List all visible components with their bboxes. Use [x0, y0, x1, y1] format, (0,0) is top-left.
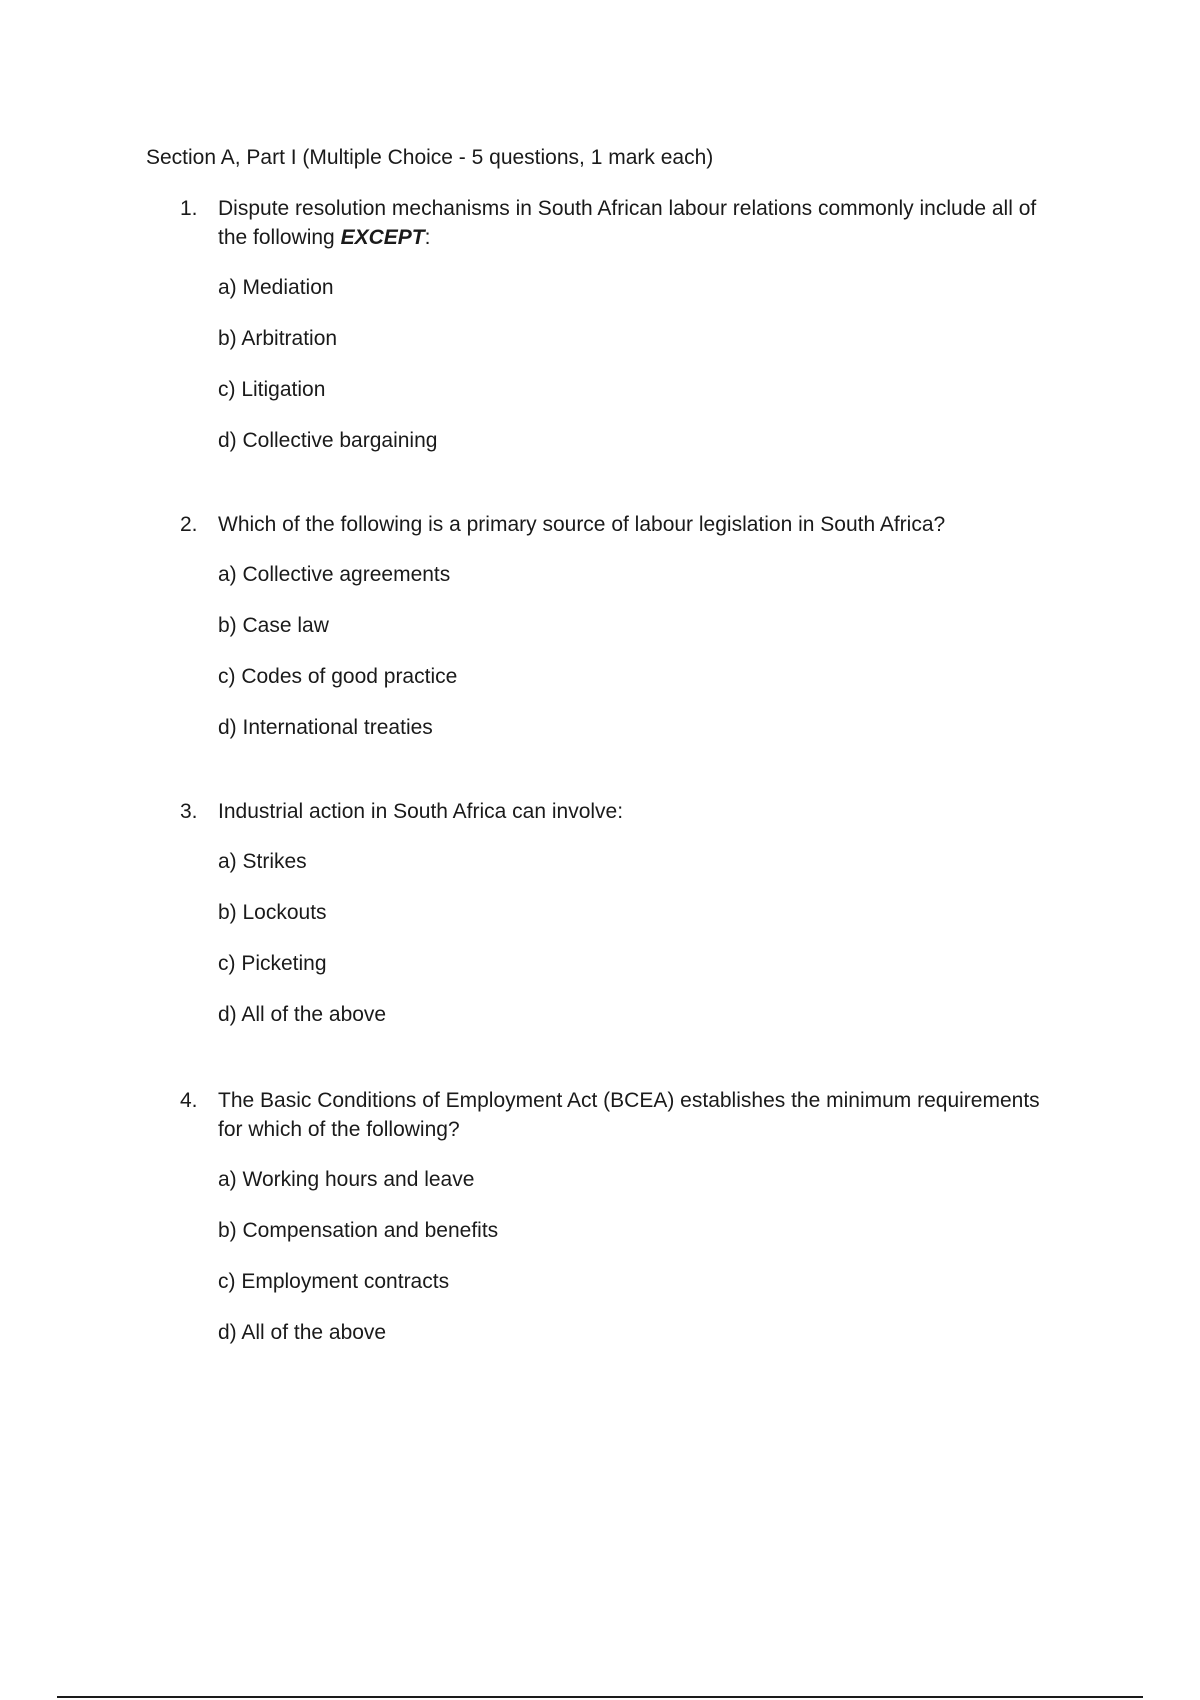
- option-a: a) Working hours and leave: [218, 1168, 475, 1191]
- option-list: [180, 848, 1060, 1029]
- question-number: 4.: [180, 1089, 198, 1112]
- option-a: a) Collective agreements: [218, 563, 451, 586]
- option-c: c) Codes of good practice: [218, 665, 458, 688]
- question-text-part: Dispute resolution mechanisms in South African labour relations commonly include all of the following: [218, 197, 1037, 249]
- bottom-rule: [57, 1696, 1143, 1698]
- question-text-part: :: [424, 226, 431, 249]
- question-number: 3.: [180, 800, 198, 823]
- option-c: c) Litigation: [218, 378, 326, 401]
- option-a: a) Mediation: [218, 276, 334, 299]
- question-4: [180, 1086, 1060, 1347]
- question-text: Industrial action in South Africa can involve:: [218, 800, 624, 823]
- question-text: Which of the following is a primary source of labour legislation in South Africa?: [218, 513, 946, 536]
- option-d: d) All of the above: [218, 1003, 387, 1026]
- question-stem: [180, 194, 1060, 252]
- question-number: 2.: [180, 513, 198, 536]
- question-1: [180, 194, 1060, 455]
- question-number: 1.: [180, 197, 198, 220]
- option-list: [180, 561, 1060, 742]
- question-text: [218, 197, 1036, 249]
- option-c: c) Picketing: [218, 952, 327, 975]
- section-heading: Section A, Part I (Multiple Choice - 5 questions, 1 mark each): [146, 146, 714, 169]
- option-b: b) Compensation and benefits: [218, 1219, 499, 1242]
- option-d: d) All of the above: [218, 1321, 387, 1344]
- option-d: d) International treaties: [218, 716, 433, 739]
- option-b: b) Case law: [218, 614, 329, 637]
- option-a: a) Strikes: [218, 850, 307, 873]
- question-stem: [180, 1086, 1060, 1144]
- option-c: c) Employment contracts: [218, 1270, 450, 1293]
- option-b: b) Lockouts: [218, 901, 327, 924]
- option-d: d) Collective bargaining: [218, 429, 438, 452]
- question-emphasis: EXCEPT: [340, 226, 425, 249]
- option-list: [180, 274, 1060, 455]
- question-stem: [180, 797, 1060, 826]
- question-stem: [180, 510, 1060, 539]
- option-list: [180, 1166, 1060, 1347]
- question-3: [180, 797, 1060, 1029]
- option-b: b) Arbitration: [218, 327, 338, 350]
- question-text: The Basic Conditions of Employment Act (BCEA) establishes the minimum requirements for which of the following?: [218, 1089, 1040, 1141]
- question-2: [180, 510, 1060, 742]
